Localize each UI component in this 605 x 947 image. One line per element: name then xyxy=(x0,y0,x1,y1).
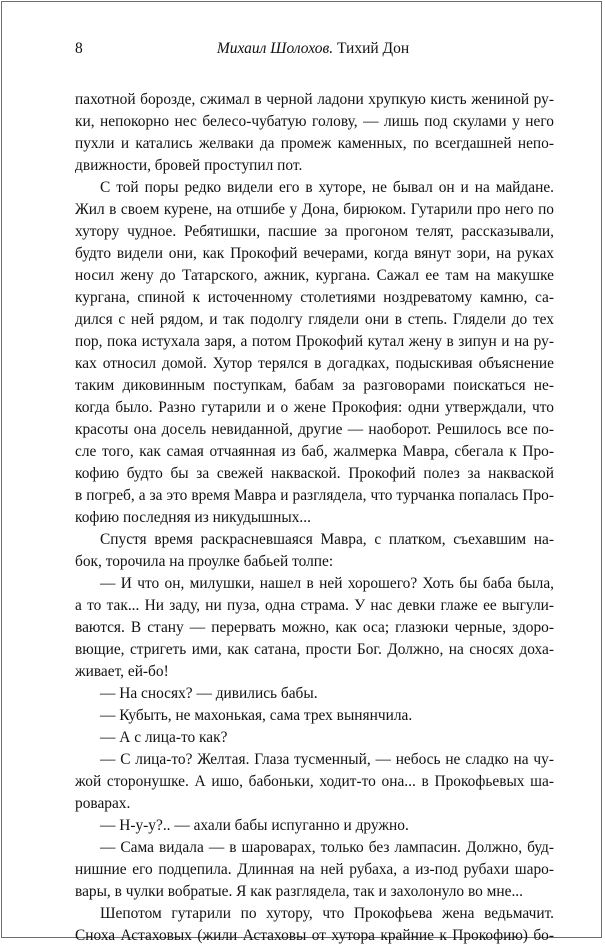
text-line: — А с лица-то как? xyxy=(100,729,228,746)
text-line: носил жену до Татарского, ажник, кургана. Сажал ее там на макушке xyxy=(75,267,554,284)
running-head xyxy=(75,40,551,62)
text-line: — С лица-то? Желтая. Глаза тусменный, — небось не сладко на чу- xyxy=(100,751,554,768)
book-title xyxy=(75,40,551,58)
text-line: движности, бровей проступил пот. xyxy=(75,157,303,174)
text-line: Сноха Астаховых (жили Астаховы от хутора крайние к Прокофию) бо- xyxy=(75,927,554,944)
text-line: кофию будто бы за свежей накваской. Прокофий полез за накваской xyxy=(75,465,554,482)
text-line: Шепотом гутарили по хутору, что Прокофьева жена ведьмачит. xyxy=(100,905,554,922)
text-line: вары, в чулки вобратые. Я как разглядела, так и захолонуло во мне... xyxy=(75,883,524,900)
text-line: пор, пока истухала заря, а потом Прокофий кутал жену в зипун и на ру- xyxy=(75,333,554,350)
text-line: пахотной борозде, сжимал в черной ладони хрупкую кисть жениной ру- xyxy=(75,91,554,108)
author-name: Михаил Шолохов. xyxy=(216,40,334,57)
text-line: роварах. xyxy=(75,795,131,812)
text-line: вющие, стригеть ими, как сатана, прости Бог. Должно, на сносях доха- xyxy=(75,641,554,658)
text-line: ки, непокорно нес белесо-чубатую голову, — лишь под скулами у него xyxy=(75,113,554,130)
page-number: 8 xyxy=(75,40,83,57)
text-line: хутору чудное. Ребятишки, пасшие за прогоном телят, рассказывали, xyxy=(75,223,554,240)
text-line: красоты она досель невиданной, другие — наоборот. Решилось все по- xyxy=(75,421,554,438)
text-line: в погреб, а за это время Мавра и разглядела, что турчанка попалась Про- xyxy=(75,487,554,504)
text-line: кофию последняя из никудышных... xyxy=(75,509,311,526)
text-line: бок, торочила на проулке бабьей толпе: xyxy=(75,553,334,570)
text-line: — На сносях? — дивились бабы. xyxy=(100,685,318,702)
text-line: таким диковинным поступкам, бабам за разговорами поискаться не- xyxy=(75,377,554,394)
text-line: Жил в своем курене, на отшибе у Дона, бирюком. Гутарили про него по xyxy=(75,201,554,218)
text-line: будто видели они, как Прокофий вечерами, когда вянут зори, на руках xyxy=(75,245,554,262)
book-page xyxy=(1,1,602,944)
book-title-text: Тихий Дон xyxy=(336,40,410,57)
text-line: ках относил домой. Хутор терялся в догадках, подыскивая объяснение xyxy=(75,355,554,372)
text-line: — И что он, милушки, нашел в ней хорошего? Хоть бы баба была, xyxy=(100,575,554,592)
text-line: кургана, спиной к источенному столетиями ноздреватому камню, са- xyxy=(75,289,554,306)
page-text xyxy=(75,89,554,947)
text-line: С той поры редко видели его в хуторе, не бывал он и на майдане. xyxy=(100,179,554,196)
text-line: нишние его подцепила. Длинная на ней рубаха, а из-под рубахи шаро- xyxy=(75,861,554,878)
text-line: жой сторонушке. А ишо, бабоньки, ходит-то она... в Прокофьевых ша- xyxy=(75,773,554,790)
text-line: ваются. В стану — перервать можно, как оса; глазюки черные, здоро- xyxy=(75,619,554,636)
text-line: — Сама видала — в шароварах, только без лампасин. Должно, буд- xyxy=(100,839,554,856)
text-line: сле того, как самая отчаянная из баб, жалмерка Мавра, сбегала к Про- xyxy=(75,443,554,460)
text-line: — Н-у-у?.. — ахали бабы испуганно и дружно. xyxy=(100,817,409,834)
text-line: пухли и катались желваки да промеж каменных, по всегдашней непо- xyxy=(75,135,554,152)
text-line: живает, ей-бо! xyxy=(75,663,169,680)
text-line: дился с ней рядом, и так подолгу глядели они в степь. Глядели до тех xyxy=(75,311,554,328)
text-line: — Кубыть, не махонькая, сама трех вынянчила. xyxy=(100,707,413,724)
text-line: Спустя время раскрасневшаяся Мавра, с платком, съехавшим на- xyxy=(100,531,554,548)
text-line: когда было. Разно гутарили и о жене Прокофия: одни утверждали, что xyxy=(75,399,554,416)
text-line: а то так... Ни заду, ни пуза, одна страма. У нас девки глаже ее выгули- xyxy=(75,597,554,614)
